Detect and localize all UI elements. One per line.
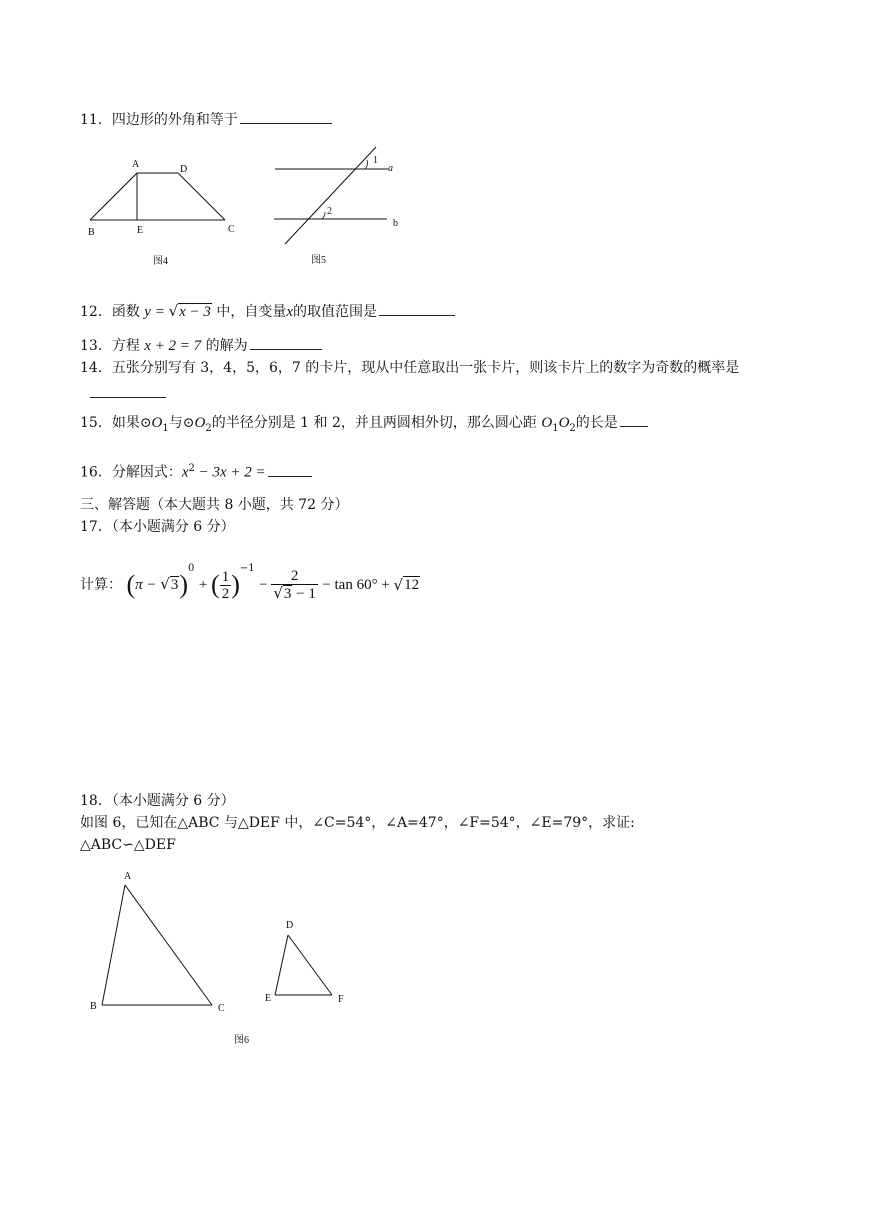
variable-x: x	[286, 304, 294, 320]
factor-expression: x	[181, 464, 189, 481]
angle-2-label: 2	[327, 206, 332, 217]
label-e: E	[265, 993, 272, 1004]
label-a: A	[124, 871, 132, 882]
question-17-header: 17．（本小题满分 6 分）	[80, 519, 235, 535]
circle-o1: O	[151, 415, 163, 431]
section-3-title: 三、解答题（本大题共 8 小题，共 72 分）	[80, 497, 349, 513]
label-f: F	[338, 994, 344, 1005]
question-18-line-1: 如图 6，已知在△ABC 与△DEF 中，∠C=54°，∠A=47°，∠F=54°，∠E=79°，求证:	[80, 815, 635, 831]
segment-o1o2: $O_1O_2$	[541, 415, 576, 434]
figure-6	[85, 865, 365, 1050]
circle-o2: O	[194, 415, 206, 431]
answer-blank	[268, 462, 312, 477]
figure-caption: 图5	[311, 255, 326, 266]
q12-suffix: 的取值范围是	[293, 304, 378, 320]
answer-blank	[620, 412, 648, 427]
q15-middle-1: 与⊙	[168, 415, 195, 431]
question-13	[80, 335, 322, 356]
label-b: B	[88, 227, 95, 238]
label-b: B	[90, 1001, 97, 1012]
label-c: C	[218, 1003, 225, 1014]
question-16: 16．分解因式：$x^2 - 3x + 2$ =	[80, 459, 312, 483]
answer-blank	[240, 109, 332, 124]
line-b-label: b	[393, 218, 398, 229]
answer-blank	[250, 335, 322, 350]
q11-text: 11．四边形的外角和等于	[80, 112, 238, 128]
fraction-2-over-root3-minus-1: $\frac{2}{√3 - 1}$	[273, 568, 316, 602]
answer-blank	[90, 383, 166, 398]
figure-caption: 图4	[153, 256, 168, 267]
label-c: C	[228, 224, 235, 235]
q16-prefix: 16．分解因式：	[80, 464, 182, 481]
label-d: D	[286, 920, 294, 931]
question-11	[80, 109, 332, 130]
equation: x + 2 = 7	[144, 338, 202, 354]
q12-prefix: 12．函数	[80, 304, 140, 320]
q14-text: 14．五张分别写有 3，4，5，6，7 的卡片，现从中任意取出一张卡片，则该卡片上的数字为奇数的概率是	[80, 360, 740, 376]
angle-1-label: 1	[373, 155, 378, 166]
q15-suffix: 的长是	[575, 415, 618, 431]
label-e: E	[137, 225, 144, 236]
question-18-header: 18．（本小题满分 6 分）	[80, 793, 235, 809]
figure-5	[270, 145, 410, 265]
figure-caption: 图6	[234, 1035, 249, 1046]
answer-blank	[379, 301, 455, 316]
question-17-expression: 计算： $(\pi - √3)^0$ + ( $\frac{1}{2}$ )$^{-1}$ − $\frac{2}{√3 - 1}$ − tan 60° + √12	[80, 563, 420, 602]
q15-middle-2: 的半径分别是 1 和 2，并且两圆相外切，那么圆心距	[211, 415, 537, 431]
compute-label: 计算：	[80, 577, 122, 593]
question-14-blank	[88, 383, 166, 404]
q12-middle: 中，自变量	[216, 304, 287, 320]
function-expression: y = √x − 3	[144, 302, 211, 320]
q13-prefix: 13．方程	[80, 338, 140, 354]
fraction-half: $\frac{1}{2}$	[221, 568, 230, 602]
question-12	[80, 301, 455, 322]
question-18-line-2: △ABC∽△DEF	[80, 837, 176, 853]
label-d: D	[180, 164, 188, 175]
question-15: 15．如果$⊙O_1$与$⊙O_2$的半径分别是 1 和 2，并且两圆相外切，那么圆心距 $O_1O_2$的长是	[80, 412, 648, 439]
q15-prefix: 15．如果⊙	[80, 415, 152, 431]
label-a: A	[132, 159, 140, 170]
question-14	[80, 358, 739, 378]
figure-4	[80, 155, 250, 270]
line-a-label: a	[388, 163, 393, 174]
q13-suffix: 的解为	[205, 338, 248, 354]
